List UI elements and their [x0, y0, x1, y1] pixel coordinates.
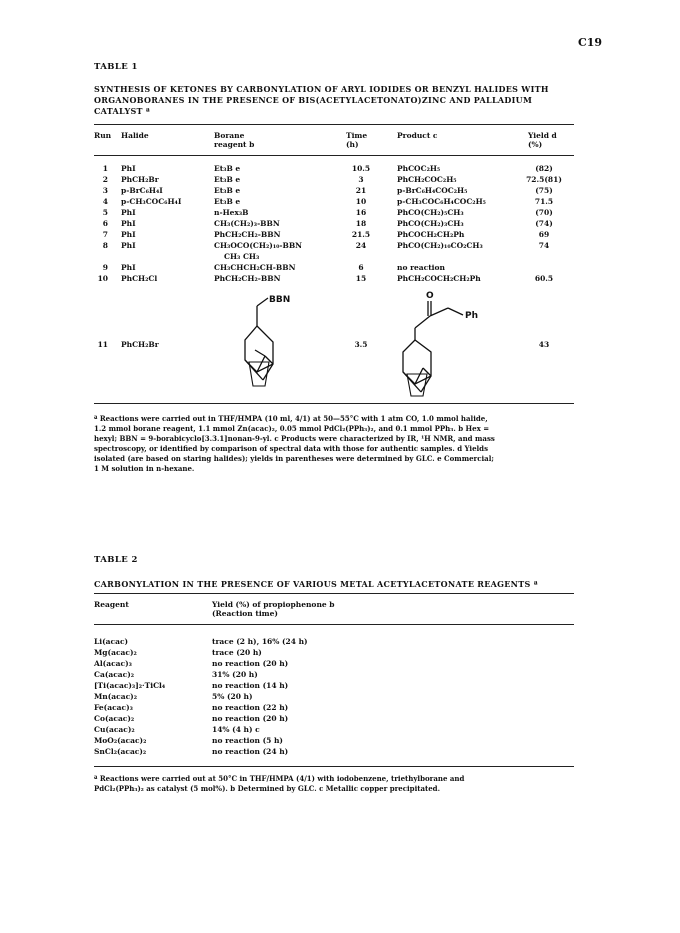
table1-top-rule — [94, 124, 574, 125]
table-cell: no reaction — [397, 263, 445, 272]
table-row — [94, 648, 574, 659]
table2-top-rule — [94, 593, 574, 594]
table-cell: PhI — [121, 208, 136, 217]
table-row — [94, 230, 574, 241]
table-row — [94, 164, 574, 175]
page-number: C19 — [577, 36, 602, 49]
table-cell: Ca(acac)₂ — [94, 670, 135, 679]
table-cell: n-Hex₃B — [214, 208, 249, 217]
t1-header-run: Run — [94, 131, 112, 140]
table-cell: CH₃OCO(CH₂)₁₀-BBN — [214, 241, 303, 250]
table-cell: 16 — [355, 208, 367, 217]
table-cell: Et₃B e — [214, 175, 241, 184]
table-row — [94, 186, 574, 197]
table-cell: Et₃B e — [214, 197, 241, 206]
table-cell: 4 — [102, 197, 108, 206]
table-cell: 14% (4 h) c — [212, 725, 260, 734]
svg-text:O: O — [426, 291, 434, 301]
table-row — [94, 219, 574, 230]
table-cell: 21 — [355, 186, 367, 195]
table-cell: 6 — [358, 263, 364, 272]
table-cell: PhI — [121, 230, 136, 239]
product-ketone-structure — [393, 288, 503, 400]
svg-text:BBN: BBN — [269, 295, 291, 305]
table-cell: 72.5(81) — [526, 175, 562, 184]
table-cell: 8 — [102, 241, 108, 250]
table-cell: 3.5 — [354, 340, 368, 349]
table-cell: 5 — [102, 208, 108, 217]
table-cell: 2 — [102, 175, 108, 184]
table-cell: no reaction (20 h) — [212, 659, 289, 668]
table-cell: Et₃B e — [214, 186, 241, 195]
table-cell: 60.5 — [534, 274, 554, 283]
table-row — [94, 670, 574, 681]
table-cell: PhCH₂COC₂H₅ — [397, 175, 457, 184]
table-cell: trace (20 h) — [212, 648, 262, 657]
table-cell: 71.5 — [534, 197, 554, 206]
table-row — [94, 274, 574, 285]
table-cell: [Ti(acac)₃]₂·TiCl₄ — [94, 681, 166, 690]
table-cell: 7 — [102, 230, 108, 239]
table-row — [94, 208, 574, 219]
table-row — [94, 681, 574, 692]
table-cell: no reaction (14 h) — [212, 681, 289, 690]
table-cell: PhCH₂COCH₂CH₂Ph — [397, 274, 481, 283]
table-row — [94, 714, 574, 725]
table-cell: PhCH₂CH₂-BBN — [214, 230, 281, 239]
table-cell: MoO₂(acac)₂ — [94, 736, 147, 745]
table-cell: 18 — [355, 219, 367, 228]
table-cell: PhCOCH₂CH₂Ph — [397, 230, 465, 239]
table-cell: trace (2 h), 16% (24 h) — [212, 637, 308, 646]
t1-header-halide: Halide — [121, 131, 149, 140]
table-cell: 43 — [538, 340, 550, 349]
table-row — [94, 659, 574, 670]
table-row — [94, 692, 574, 703]
table-cell: 11 — [97, 340, 108, 349]
table-cell: 6 — [102, 219, 108, 228]
table-cell: PhCO(CH₂)₃CH₃ — [397, 219, 464, 228]
table-cell: (70) — [535, 208, 553, 217]
table-cell: CH₃(CH₂)₃-BBN — [214, 219, 280, 228]
table-cell: (82) — [535, 164, 553, 173]
table-row — [94, 197, 574, 208]
table2-title: CARBONYLATION IN THE PRESENCE OF VARIOUS METAL ACETYLACETONATE REAGENTS ª — [94, 579, 538, 589]
table1-label: TABLE 1 — [94, 62, 138, 72]
t1-header-time: Time (h) — [346, 131, 368, 149]
table-cell: p-BrC₆H₄COC₂H₅ — [397, 186, 468, 195]
table-cell: 24 — [355, 241, 367, 250]
table1-footnote: ª Reactions were carried out in THF/HMPA (10 ml, 4/1) at 50—55°C with 1 atm CO, 1.0 mmol halide, 1.2 mmol borane reagent, 1.1 mmol Zn(acac)₂, 0.05 mmol PdCl₂(PPh₃)₂, and 0.1 mmol PPh₃. b Hex = hexyl; BBN = 9-borabicyclo[3.3.1]nonan-9-yl. c Products were characterized by IR, ¹H NMR, and mass spectroscopy, or identified by comparison of spectral data with those for authentic samples. d Yields isolated (are based on staring halides); yields in parentheses were determined by GLC. e Commercial; 1 M solution in n-hexane. — [94, 414, 495, 473]
t2-header-yield: Yield (%) of propiophenone b (Reaction time) — [212, 600, 335, 618]
table-cell: p-BrC₆H₄I — [121, 186, 163, 195]
table-cell: PhCH₂Br — [121, 340, 159, 349]
table2-bottom-rule — [94, 766, 574, 767]
table-cell: 10.5 — [351, 164, 371, 173]
table-cell: Al(acac)₃ — [94, 659, 132, 668]
table1-header-rule — [94, 155, 574, 156]
t1-header-product: Product c — [397, 131, 438, 140]
table-cell: PhI — [121, 241, 136, 250]
table-cell: 9 — [102, 263, 108, 272]
table1-bottom-rule — [94, 403, 574, 404]
table-cell: 3 — [358, 175, 364, 184]
pinane-bbn-structure — [235, 290, 305, 400]
table-cell: PhCH₂Br — [121, 175, 159, 184]
table-cell: 5% (20 h) — [212, 692, 253, 701]
table-cell: Et₃B e — [214, 164, 241, 173]
table-cell: no reaction (24 h) — [212, 747, 289, 756]
table1-title: SYNTHESIS OF KETONES BY CARBONYLATION OF ARYL IODIDES OR BENZYL HALIDES WITH ORGANOBORANES IN THE PRESENCE OF BIS(ACETYLACETONATO)ZINC AND PALLADIUM CATALYST ª — [94, 84, 549, 116]
table2-label: TABLE 2 — [94, 555, 138, 565]
table-cell: SnCl₂(acac)₂ — [94, 747, 147, 756]
table-cell: p-CH₃COC₆H₄COC₂H₅ — [397, 197, 486, 206]
svg-text:Ph: Ph — [465, 311, 479, 321]
table-cell: PhI — [121, 164, 136, 173]
table-cell: 10 — [97, 274, 108, 283]
table-cell: p-CH₃COC₆H₄I — [121, 197, 182, 206]
table-cell: CH₃CHCH₂CH-BBN — [214, 263, 296, 272]
table-cell: CH₃ CH₃ — [224, 252, 260, 261]
table-cell: PhCH₂CH₂-BBN — [214, 274, 281, 283]
t2-header-reagent: Reagent — [94, 600, 129, 609]
table-cell: 31% (20 h) — [212, 670, 258, 679]
table-cell: 21.5 — [351, 230, 371, 239]
t1-header-borane: Borane reagent b — [214, 131, 255, 149]
table-row — [94, 241, 574, 252]
table-cell: 74 — [538, 241, 550, 250]
table-cell: Li(acac) — [94, 637, 129, 646]
table-cell: Fe(acac)₃ — [94, 703, 133, 712]
table-cell: 69 — [538, 230, 550, 239]
table-cell: 10 — [355, 197, 367, 206]
table2-header-rule — [94, 624, 574, 625]
table-row — [94, 725, 574, 736]
table-cell: no reaction (20 h) — [212, 714, 289, 723]
table-cell: PhCOC₂H₅ — [397, 164, 441, 173]
table-cell: Co(acac)₂ — [94, 714, 135, 723]
table-cell: PhI — [121, 219, 136, 228]
table-row — [94, 175, 574, 186]
table-cell: 15 — [355, 274, 367, 283]
table-cell: (75) — [535, 186, 553, 195]
table-row — [94, 747, 574, 758]
table-cell: no reaction (5 h) — [212, 736, 283, 745]
table-cell: no reaction (22 h) — [212, 703, 289, 712]
table2-footnote: ª Reactions were carried out at 50°C in THF/HMPA (4/1) with iodobenzene, triethylborane and PdCl₂(PPh₃)₂ as catalyst (5 mol%). b Determined by GLC. c Metallic copper precipitated. — [94, 774, 465, 793]
table-cell: (74) — [535, 219, 553, 228]
table-cell: PhI — [121, 263, 136, 272]
table-row — [94, 703, 574, 714]
t1-header-yield: Yield d (%) — [528, 131, 557, 149]
table-cell: Mn(acac)₂ — [94, 692, 137, 701]
table-cell: Cu(acac)₂ — [94, 725, 135, 734]
table-row — [94, 637, 574, 648]
table-cell: Mg(acac)₂ — [94, 648, 137, 657]
table-row — [94, 736, 574, 747]
table-cell: 3 — [102, 186, 108, 195]
table-cell: PhCO(CH₂)₁₀CO₂CH₃ — [397, 241, 483, 250]
table-row — [94, 263, 574, 274]
table-cell: 1 — [102, 164, 108, 173]
table-cell: PhCO(CH₂)₅CH₃ — [397, 208, 464, 217]
table-cell: PhCH₂Cl — [121, 274, 158, 283]
table-row — [94, 252, 574, 263]
